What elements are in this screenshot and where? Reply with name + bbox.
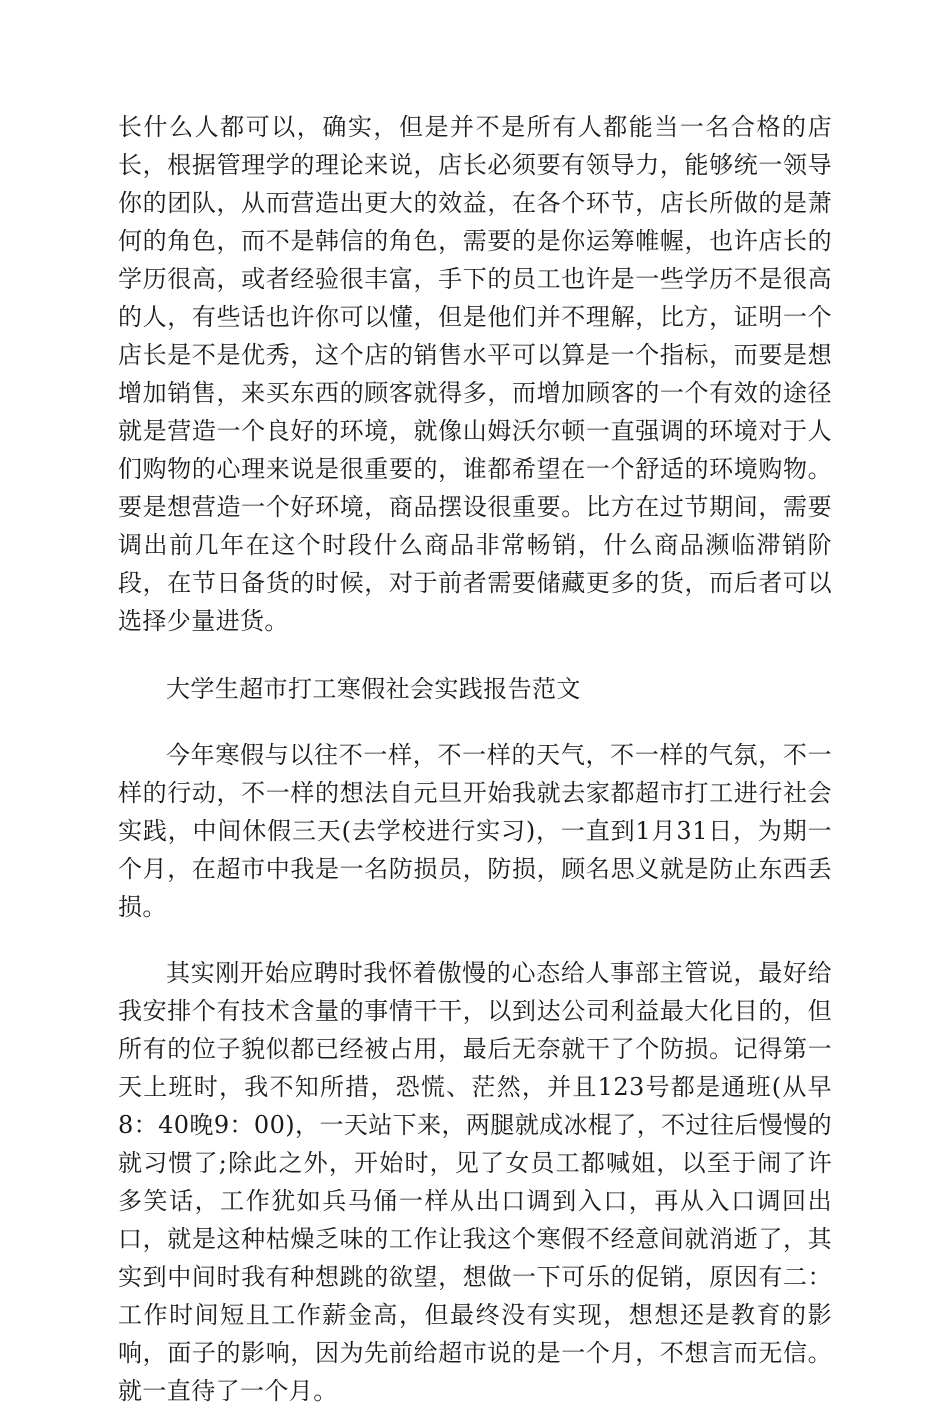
paragraph-winter-vacation-intro: 今年寒假与以往不一样，不一样的天气，不一样的气氛，不一样的行动，不一样的想法自元旦开始我就去家都超市打工进行社会实践，中间休假三天(去学校进行实习)，一直到1月31日，为期一个月，在超市中我是一名防损员，防损，顾名思义就是防止东西丢损。 (118, 741, 832, 921)
document-body (118, 108, 832, 1410)
paragraph-job-experience: 其实刚开始应聘时我怀着傲慢的心态给人事部主管说，最好给我安排个有技术含量的事情干干，以到达公司利益最大化目的，但所有的位子貌似都已经被占用，最后无奈就干了个防损。记得第一天上班时，我不知所措，恐慌、茫然，并且123号都是通班(从早8：40晚9：00)，一天站下来，两腿就成冰棍了，不过往后慢慢的就习惯了;除此之外，开始时，见了女员工都喊姐，以至于闹了许多笑话，工作犹如兵马俑一样从出口调到入口，再从入口调回出口，就是这种枯燥乏味的工作让我这个寒假不经意间就消逝了，其实到中间时我有种想跳的欲望，想做一下可乐的促销，原因有二：工作时间短且工作薪金高，但最终没有实现，想想还是教育的影响，面子的影响，因为先前给超市说的是一个月，不想言而无信。就一直待了一个月。 (118, 959, 832, 1405)
paragraph-store-manager-leadership: 长什么人都可以，确实，但是并不是所有人都能当一名合格的店长，根据管理学的理论来说，店长必须要有领导力，能够统一领导你的团队，从而营造出更大的效益，在各个环节，店长所做的是萧何的角色，而不是韩信的角色，需要的是你运筹帷幄，也许店长的学历很高，或者经验很丰富，手下的员工也许是一些学历不是很高的人，有些话也许你可以懂，但是他们并不理解，比方，证明一个店长是不是优秀，这个店的销售水平可以算是一个指标，而要是想增加销售，来买东西的顾客就得多，而增加顾客的一个有效的途径就是营造一个良好的环境，就像山姆沃尔顿一直强调的环境对于人们购物的心理来说是很重要的，谁都希望在一个舒适的环境购物。要是想营造一个好环境，商品摆设很重要。比方在过节期间，需要调出前几年在这个时段什么商品非常畅销，什么商品濒临滞销阶段，在节日备货的时候，对于前者需要储藏更多的货，而后者可以选择少量进货。 (118, 113, 832, 635)
section-title: 大学生超市打工寒假社会实践报告范文 (166, 675, 581, 703)
